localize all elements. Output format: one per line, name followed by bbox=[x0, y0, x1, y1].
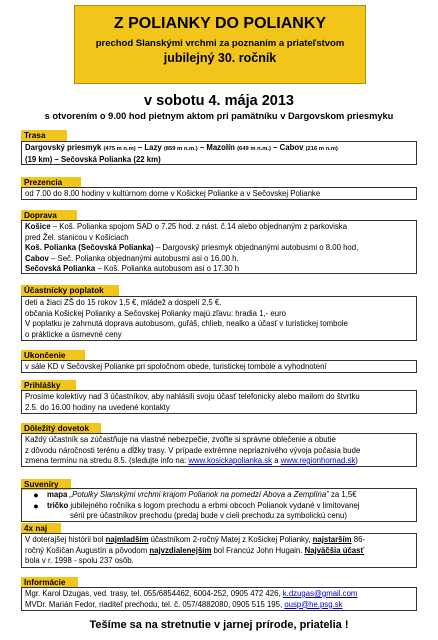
naj-text: 86- bbox=[351, 535, 366, 544]
prihlasky-text: 2.5. do 16.00 hodiny na uvedené kontakty bbox=[25, 402, 170, 412]
section-ukoncenie bbox=[21, 360, 417, 373]
transport-text: – Dargovský priesmyk objednanými autobusmi o 8.00 hod, bbox=[153, 243, 359, 252]
route-altitude: (649 m n.m.) bbox=[237, 146, 271, 152]
route-point: – Lazy bbox=[135, 143, 164, 152]
transport-text: – Koš. Polianka autobusom asi o 17.30 h bbox=[95, 264, 240, 273]
title-banner bbox=[74, 5, 366, 84]
naj-highlight: Najväčšia účasť bbox=[304, 545, 365, 555]
transport-text: – Seč. Polianka objednanými autobusmi asi o 16.00 h. bbox=[48, 253, 239, 263]
section-prihlasky bbox=[21, 390, 417, 414]
bullet-icon: ● bbox=[33, 490, 39, 500]
contact-text: MVDr. Marián Fedor, riaditeľ prechodu, tel. č. 057/4882080, 0905 515 195, bbox=[25, 599, 285, 609]
section-label-doprava: Doprava bbox=[21, 210, 77, 221]
dovetok-text: z dôvodu náročnosti terénu a dĺžky trasy. V prípade extrémne nepriaznivého vývoja počasia bude bbox=[25, 445, 361, 455]
section-label-ukoncenie: Ukončenie bbox=[21, 350, 85, 361]
bullet-icon: ● bbox=[33, 500, 39, 511]
email-link-ousp[interactable]: ousp@he.psg.sk bbox=[284, 599, 343, 609]
list-item bbox=[25, 501, 413, 512]
section-doprava bbox=[21, 220, 417, 274]
route-altitude: (216 m n.m) bbox=[305, 146, 338, 152]
section-poplatok bbox=[21, 296, 417, 341]
route-point: – Sečovská Polianka (22 km) bbox=[52, 154, 161, 164]
souvenir-name: mapa bbox=[47, 490, 70, 499]
fee-text: občania Košickej Polianky a Sečovskej Polianky majú zľavu: hradia 1,- euro bbox=[25, 308, 287, 318]
ukoncenie-text: v sále KD v Sečovskej Polianke pri spoločnom obede, turistickej tombole a vyhodnotení bbox=[25, 362, 327, 371]
kosickapolianka-link[interactable]: www.kosickapolianka.sk bbox=[188, 456, 273, 465]
dovetok-text: zmena termínu na stredu 8.5. (sledujte info na: bbox=[25, 456, 189, 465]
naj-text: bola v r. 1998 - spolu 237 osôb. bbox=[25, 556, 134, 565]
naj-text: ročný Košičan Augustín a pôvodom bbox=[25, 545, 150, 555]
email-link-dzugas[interactable]: k.dzugas@gmail.com bbox=[282, 589, 358, 598]
route-point: – Mazolín bbox=[197, 143, 238, 152]
prezencia-text: od 7.00 do 8.00 hodiny v kultúrnom dome v Košickej Polianke a v Sečovskej Polianke bbox=[25, 189, 321, 198]
transport-origin: Cabov bbox=[25, 253, 49, 263]
transport-text: – Koš. Polianka spojom SAD o 7.25 hod. z nást. č.14 alebo objednaným z parkoviska bbox=[50, 222, 348, 231]
section-trasa bbox=[21, 141, 417, 165]
section-4x-naj bbox=[21, 533, 417, 568]
transport-origin: Košice bbox=[25, 222, 51, 231]
naj-highlight: najmladším bbox=[105, 535, 149, 544]
route-altitude: (475 m n.m) bbox=[103, 146, 136, 152]
closing-message: Tešíme sa na stretnutie v jarnej prírode, priatelia ! bbox=[89, 619, 349, 631]
section-prezencia bbox=[21, 187, 417, 200]
route-altitude: (859 m n.m.) bbox=[163, 146, 198, 152]
dovetok-text: ) bbox=[355, 456, 358, 465]
list-item bbox=[25, 490, 413, 501]
section-label-poplatok: Účastnícky poplatok bbox=[21, 285, 119, 296]
section-suveniry bbox=[21, 488, 417, 522]
naj-text: účastníkom 2-ročný Matej z Košickej Polianky, bbox=[148, 535, 313, 544]
souvenir-desc: „Potulky Slanskými vrchmi krajom Polianok na pomedzí Abova a Zemplína” bbox=[69, 490, 329, 499]
regionhornad-link[interactable]: www.regionhornad.sk bbox=[280, 456, 356, 465]
event-date: v sobotu 4. mája 2013 bbox=[144, 93, 294, 109]
section-label-4x-naj: 4x naj bbox=[21, 523, 61, 534]
route-distance: (19 km) bbox=[25, 154, 53, 164]
section-informacie bbox=[21, 587, 417, 611]
event-edition: jubilejný 30. ročník bbox=[163, 51, 277, 65]
section-label-informacie: Informácie bbox=[21, 577, 78, 588]
fee-text: V poplatku je zahrnutá doprava autobusom, guľáš, chlieb, nealko a účasť v turistickej tombole bbox=[25, 319, 348, 328]
route-point: – Cabov bbox=[270, 143, 306, 152]
naj-highlight: najvzdialenejším bbox=[149, 545, 212, 555]
transport-text: pred Žel. stanicou v Košiciach bbox=[25, 232, 129, 242]
event-opening: s otvorením o 9.00 hod pietnym aktom pri pamätníku v Dargovskom priesmyku bbox=[44, 111, 394, 121]
section-label-prezencia: Prezencia bbox=[21, 177, 81, 188]
section-label-prihlasky: Prihlášky bbox=[21, 380, 76, 391]
fee-text: deti a žiaci ZŠ do 15 rokov 1,5 €, mládež a dospelí 2,5 €. bbox=[25, 298, 222, 307]
transport-origin: Koš. Polianka (Sečovská Polianka) bbox=[25, 243, 154, 252]
section-label-suveniry: Suveníry bbox=[21, 479, 71, 490]
section-label-trasa: Trasa bbox=[21, 130, 67, 141]
transport-origin: Sečovská Polianka bbox=[25, 264, 96, 273]
naj-highlight: najstarším bbox=[312, 535, 352, 544]
section-label-dovetok: Dôležitý dovetok bbox=[21, 423, 101, 434]
contact-text: Mgr. Karol Dzugas, ved. trasy, tel. 055/6854462, 6004-252, 0905 472 426, bbox=[25, 589, 283, 598]
souvenir-price: za 1,5€ bbox=[328, 490, 357, 499]
event-title: Z POLIANKY DO POLIANKY bbox=[113, 15, 327, 32]
section-dovetok bbox=[21, 433, 417, 467]
souvenir-desc: sérii pre účastníkov prechodu (predaj bude v cieli prechodu za symbolickú cenu) bbox=[70, 511, 347, 520]
route-point: Dargovský priesmyk bbox=[25, 143, 102, 152]
dovetok-text: Každý účastník sa zúčastňuje na vlastné nebezpečie, zvoľte si správne oblečenie a obutie bbox=[25, 435, 336, 444]
naj-text: V doterajšej histórii bol bbox=[25, 535, 106, 544]
event-subtitle: prechod Slanskými vrchmi za poznaním a priateľstvom bbox=[95, 38, 345, 49]
dovetok-text: a bbox=[272, 456, 281, 465]
naj-text: bol Francúz John Hugain. bbox=[211, 545, 305, 555]
souvenir-name: tričko bbox=[47, 500, 71, 510]
prihlasky-text: Prosíme kolektívy nad 3 účastníkov, aby nahlásili svoju účasť telefonicky alebo mailom do štvrtku bbox=[25, 392, 360, 401]
souvenir-desc: jubilejného ročníka s logom prechodu a erbmi obcoch Polianok vydané v limitovanej bbox=[70, 500, 360, 510]
fee-text: o prákticke a úsmevné ceny bbox=[25, 329, 122, 339]
